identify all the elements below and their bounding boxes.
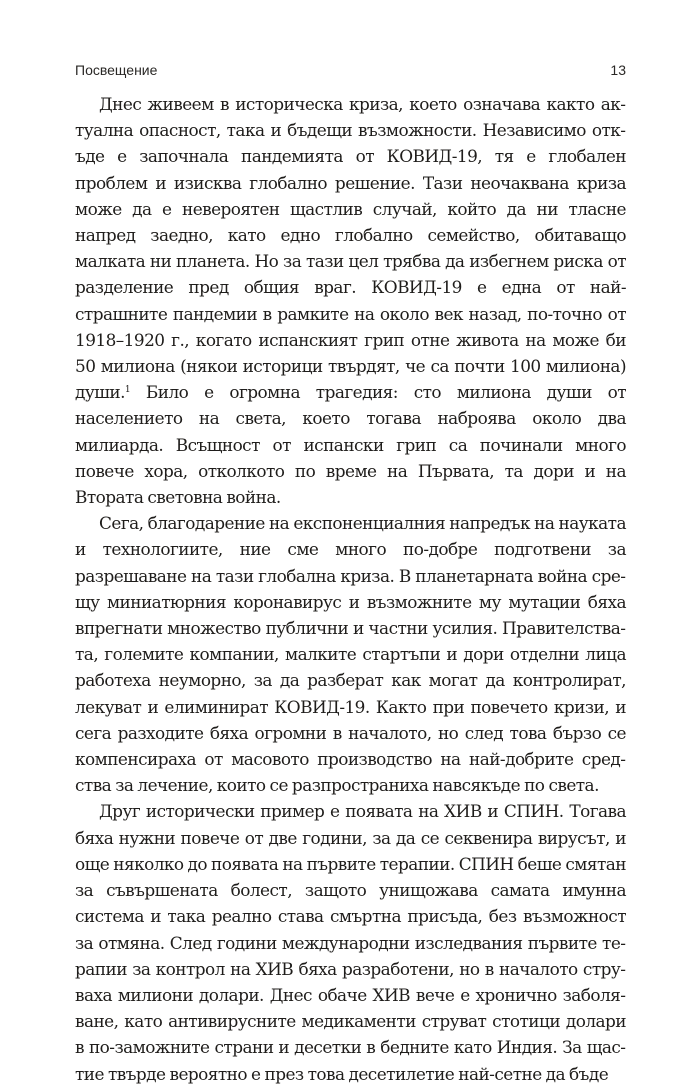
running-head	[75, 62, 626, 82]
section-title: Посвещение	[75, 62, 158, 78]
body-text	[75, 91, 626, 1087]
paragraph-3: Друг исторически пример е появата на ХИВ и СПИН. Тогава бяха нужни повече от две години, за да се секвенира вирусът, и още няколко до появата на първите терапии. СПИН беше смятан за съвършената болест, защото унищожава самата имунна система и така реално става смъртна присъда, без възможност за отмяна. След години международни изследвания първите терапии за контрол на ХИВ бяха разработени, но в началото струваха милиони долари. Днес обаче ХИВ вече е хронично заболяване, като антивирусните медикаменти струват стотици долари в по-заможните страни и десетки в бедните като Индия. За щастие твърде вероятно е през това десетилетие най-сетне да бъде	[75, 801, 626, 1084]
footnote-marker: 1	[124, 385, 131, 396]
paragraph-2: Сега, благодарение на експоненциалния напредък на науката и технологиите, ние сме много по-добре подготвени за разрешаване на тази глобална криза. В планетарната война срещу миниатюрния коронавирус и възможните му мутации бяха впрегнати множество публични и частни усилия. Правителствата, големите компании, малките стартъпи и дори отделни лица работеха неуморно, за да разберат как могат да контролират, лекуват и елиминират КОВИД-19. Както при повечето кризи, и сега разходите бяха огромни в началото, но след това бързо се компенсираха от масовото производство на най-добрите средства за лечение, които се разпространиха навсякъде по света.	[75, 513, 626, 796]
paragraph-1-continuation: Било е огромна трагедия: сто милиона души от населението на света, което тогава наброява около два милиарда. Всъщност от испански грип са починали много повече хора, отколкото по време на Първата, та дори и на Втората световна война.	[75, 382, 626, 508]
page-number: 13	[610, 62, 626, 78]
paragraph-1-text: Днес живеем в историческа криза, което означава както актуална опасност, така и бъдещи възможности. Независимо откъде е започнала пандемията от КОВИД-19, тя е глобален проблем и изисква глобално решение. Тази неочаквана криза може да е невероятен щастлив случай, който да ни тласне напред заедно, като едно глобално семейство, обитаващо малката ни планета. Но за тази цел трябва да избегнем риска от разделение пред общия враг. КОВИД-19 е една от най-страшните пандемии в рамките на около век назад, по-точно от 1918–1920 г., когато испанският грип отне живота на може би 50 милиона (някои историци твърдят, че са почти 100 милиона) души.	[75, 94, 626, 403]
paragraph-1	[75, 91, 626, 510]
